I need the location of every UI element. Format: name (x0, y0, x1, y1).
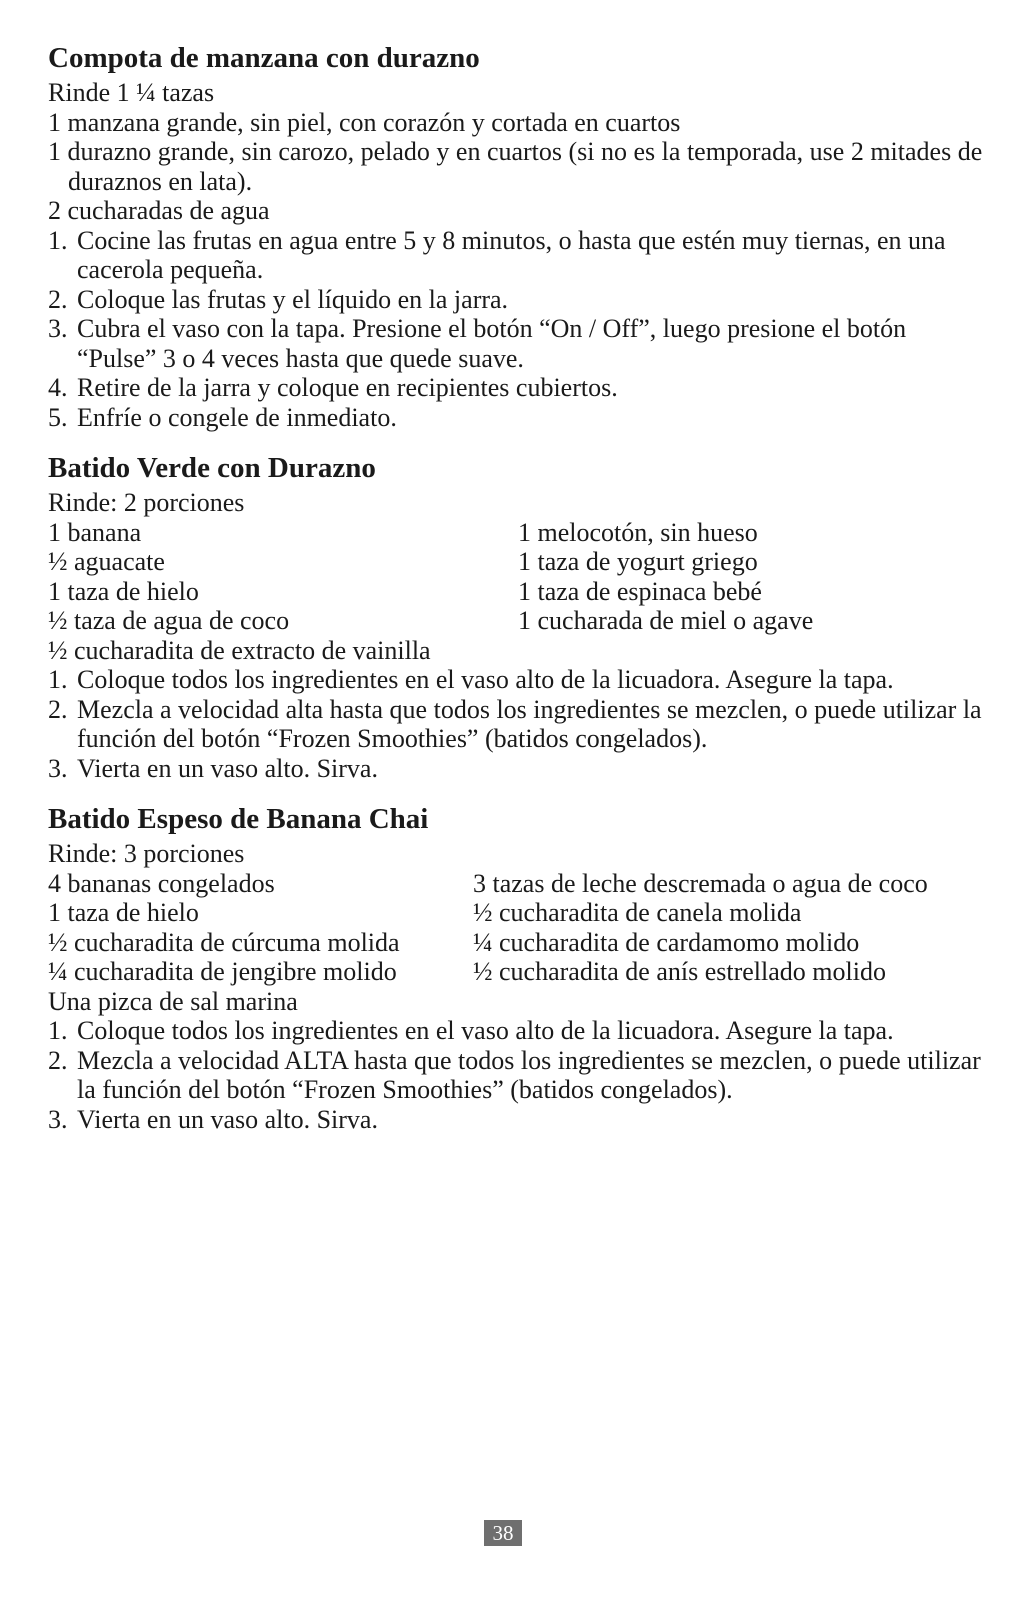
page-content (48, 40, 988, 1152)
step-item (48, 1016, 988, 1046)
step-item (48, 226, 988, 285)
ingredient-item: ½ taza de agua de coco (48, 606, 290, 635)
step-text: Coloque todos los ingredientes en el vaso alto de la licuadora. Asegure la tapa. (77, 665, 894, 694)
ingredient-item: 1 banana (48, 517, 142, 547)
step-number: 4. (48, 373, 68, 402)
step-item (48, 665, 988, 695)
ingredient-item: 1 taza de hielo (48, 576, 199, 606)
step-text: Coloque todos los ingredientes en el vaso alto de la licuadora. Asegure la tapa. (77, 1016, 894, 1045)
step-number: 3. (48, 1104, 68, 1134)
page-number: 38 (484, 1520, 522, 1546)
ingredient-item: 4 bananas congelados (48, 868, 275, 898)
ingredient-item: ½ cucharadita de anís estrellado molido (473, 957, 886, 986)
step-item (48, 1046, 988, 1105)
steps-list (48, 1016, 988, 1134)
step-text: Mezcla a velocidad ALTA hasta que todos los ingredientes se mezclen, o puede utilizar la función del botón “Frozen Smoothies” (batidos congelados). (77, 1045, 981, 1104)
ingredient-item: 3 tazas de leche descremada o agua de coco (473, 868, 928, 898)
recipe-yield: Rinde: 3 porciones (48, 839, 245, 868)
ingredient-item: 1 taza de espinaca bebé (518, 576, 762, 606)
recipe-batido-verde (48, 450, 988, 783)
recipe-batido-chai (48, 801, 988, 1134)
ingredient-item: ¼ cucharadita de jengibre molido (48, 957, 397, 986)
ingredient-item: ½ cucharadita de canela molida (473, 898, 802, 927)
ingredient-item: 1 melocotón, sin hueso (518, 517, 758, 547)
ingredient-item: Una pizca de sal marina (48, 986, 298, 1016)
step-text: Mezcla a velocidad alta hasta que todos los ingredientes se mezclen, o puede utilizar la función del botón “Frozen Smoothies” (batidos congelados). (77, 694, 982, 753)
ingredient-item: ¼ cucharadita de cardamomo molido (473, 927, 860, 957)
ingredient-item: 1 taza de hielo (48, 898, 199, 927)
ingredient-item: 1 taza de yogurt griego (518, 547, 758, 576)
step-item (48, 285, 988, 315)
step-item (48, 373, 988, 403)
step-item (48, 754, 988, 784)
ingredient-item: ½ cucharadita de extracto de vainilla (48, 635, 431, 665)
step-number: 2. (48, 1045, 68, 1075)
step-number: 1. (48, 1016, 68, 1045)
ingredient-item: 1 manzana grande, sin piel, con corazón y cortada en cuartos (48, 107, 681, 137)
steps-list (48, 665, 988, 783)
recipe-title: Batido Espeso de Banana Chai (48, 803, 429, 835)
recipe-compota (48, 40, 988, 432)
recipe-yield: Rinde 1 ¼ tazas (48, 78, 215, 107)
step-number: 2. (48, 694, 68, 724)
ingredient-item: ½ cucharadita de cúrcuma molida (48, 927, 400, 957)
step-number: 1. (48, 665, 68, 694)
step-item (48, 695, 988, 754)
recipe-yield: Rinde: 2 porciones (48, 488, 245, 517)
step-text: Coloque las frutas y el líquido en la jarra. (77, 284, 509, 314)
ingredients-grid (48, 869, 988, 987)
ingredients-grid (48, 518, 988, 636)
step-text: Cocine las frutas en agua entre 5 y 8 minutos, o hasta que estén muy tiernas, en una cacerola pequeña. (77, 225, 946, 284)
step-number: 5. (48, 402, 68, 432)
step-text: Cubra el vaso con la tapa. Presione el botón “On / Off”, luego presione el botón “Pulse” 3 o 4 veces hasta que quede suave. (77, 314, 907, 373)
step-number: 3. (48, 753, 68, 783)
step-number: 1. (48, 225, 68, 255)
step-text: Enfríe o congele de inmediato. (77, 402, 397, 432)
step-item (48, 403, 988, 433)
step-item (48, 1105, 988, 1135)
recipe-title: Compota de manzana con durazno (48, 42, 480, 74)
step-item (48, 314, 988, 373)
recipe-title: Batido Verde con Durazno (48, 452, 376, 484)
step-text: Vierta en un vaso alto. Sirva. (77, 1104, 378, 1134)
ingredient-item: 1 cucharada de miel o agave (518, 606, 814, 635)
ingredient-item: 1 durazno grande, sin carozo, pelado y en cuartos (si no es la temporada, use 2 mitades de duraznos en lata). (48, 137, 983, 196)
ingredient-item: ½ aguacate (48, 547, 165, 576)
step-number: 2. (48, 284, 68, 314)
ingredient-item: 2 cucharadas de agua (48, 196, 270, 225)
step-text: Vierta en un vaso alto. Sirva. (77, 753, 378, 783)
step-number: 3. (48, 314, 68, 343)
steps-list (48, 226, 988, 433)
step-text: Retire de la jarra y coloque en recipientes cubiertos. (77, 373, 618, 402)
